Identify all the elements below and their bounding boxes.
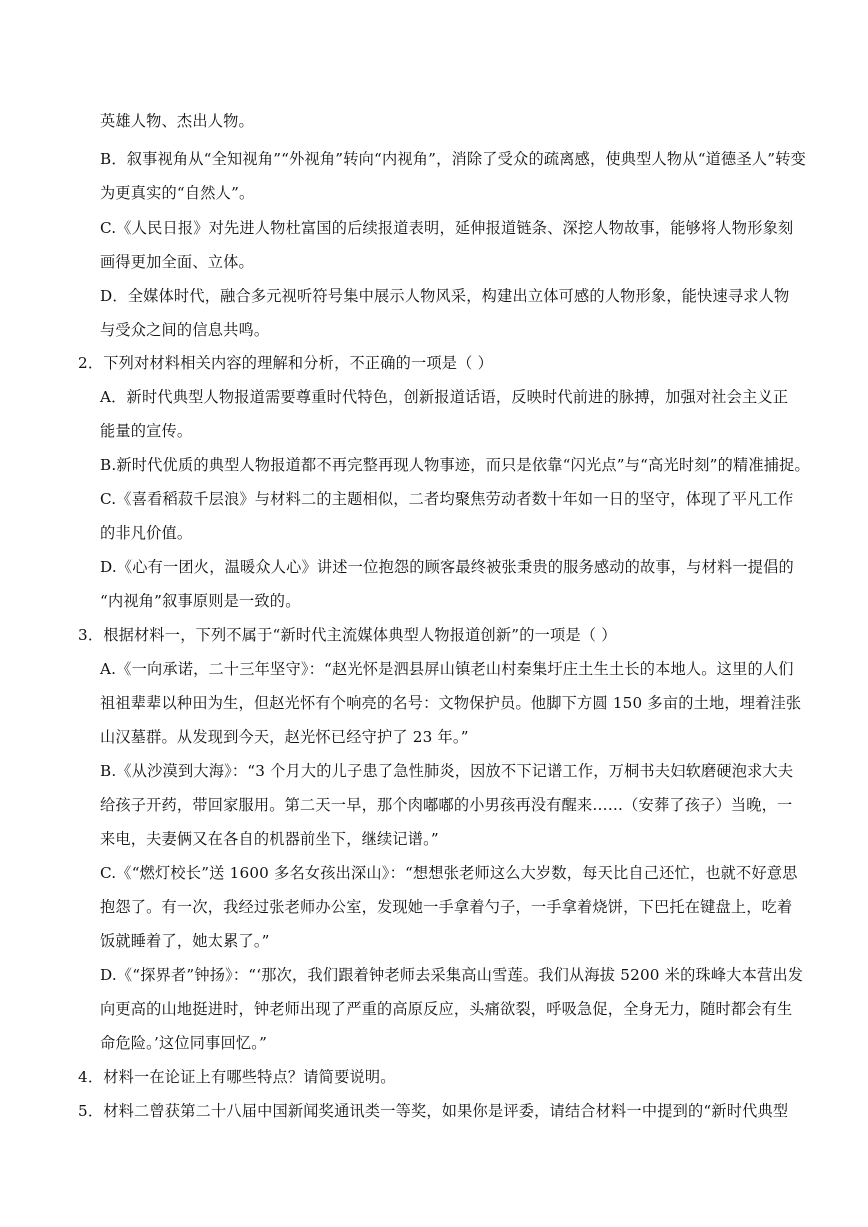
text-line: 画得更加全面、立体。	[100, 253, 254, 271]
text-line: D．全媒体时代，融合多元视听符号集中展示人物风采，构建出立体可感的人物形象，能快速寻求人物	[100, 287, 790, 305]
text-line: C.《“燃灯校长”送 1600 多名女孩出深山》：“想想张老师这么大岁数，每天比自己还忙，也就不好意思	[100, 864, 798, 882]
text-line: 命危险。’这位同事回忆。”	[100, 1034, 268, 1052]
text-line: A．新时代典型人物报道需要尊重时代特色，创新报道话语，反映时代前进的脉搏，加强对社会主义正	[100, 388, 789, 406]
question-3: 3．根据材料一，下列不属于“新时代主流媒体典型人物报道创新”的一项是（ ）	[78, 626, 617, 644]
text-line: 抱怨了。有一次，我经过张老师办公室，发现她一手拿着勺子，一手拿着烧饼，下巴托在键盘上，吃着	[100, 898, 793, 916]
question-4: 4．材料一在论证上有哪些特点？请简要说明。	[78, 1068, 396, 1086]
question-2: 2．下列对材料相关内容的理解和分析，不正确的一项是（ ）	[78, 354, 493, 372]
text-line: 来电，夫妻俩又在各自的机器前坐下，继续记谱。”	[100, 830, 439, 848]
text-line: 山汉墓群。从发现到今天，赵光怀已经守护了 23 年。”	[100, 728, 469, 746]
text-line: B.新时代优质的典型人物报道都不再完整再现人物事迹，而只是依靠“闪光点”与“高光时刻”的精准捕捉。	[100, 456, 810, 474]
text-line: D.《“探界者”钟扬》：“‘那次，我们跟着钟老师去采集高山雪莲。我们从海拔 5200 米的珠峰大本营出发	[100, 966, 804, 984]
text-line: 能量的宣传。	[100, 422, 193, 440]
text-line: 饭就睡着了，她太累了。”	[100, 932, 270, 950]
text-line: B．叙事视角从“全知视角”“外视角”转向“内视角”，消除了受众的疏离感，使典型人物从“道德圣人”转变	[100, 150, 806, 168]
text-line: “内视角”叙事原则是一致的。	[100, 592, 301, 610]
text-line: 给孩子开药，带回家服用。第二天一早，那个肉嘟嘟的小男孩再没有醒来……（安葬了孩子）当晚，一	[100, 796, 793, 814]
text-line: C.《喜看稻菽千层浪》与材料二的主题相似，二者均聚焦劳动者数十年如一日的坚守，体现了平凡工作	[100, 490, 794, 508]
question-5: 5．材料二曾获第二十八届中国新闻奖通讯类一等奖，如果你是评委，请结合材料一中提到的“新时代典型	[78, 1102, 789, 1120]
text-line: C.《人民日报》对先进人物杜富国的后续报道表明，延伸报道链条、深挖人物故事，能够将人物形象刻	[100, 219, 794, 237]
text-line: 与受众之间的信息共鸣。	[100, 321, 270, 339]
text-line: 为更真实的“自然人”。	[100, 184, 255, 202]
text-line: 向更高的山地挺进时，钟老师出现了严重的高原反应，头痛欲裂，呼吸急促，全身无力，随时都会有生	[100, 1000, 793, 1018]
text-line: A.《一向承诺，二十三年坚守》：“赵光怀是泗县屏山镇老山村秦集圩庄土生土长的本地人。这里的人们	[100, 660, 794, 678]
text-line: 英雄人物、杰出人物。	[100, 112, 254, 130]
text-line: B.《从沙漠到大海》：“3 个月大的儿子患了急性肺炎，因放不下记谱工作，万桐书夫妇软磨硬泡求大夫	[100, 762, 794, 780]
text-line: D.《心有一团火，温暖众人心》讲述一位抱怨的顾客最终被张秉贵的服务感动的故事，与材料一提倡的	[100, 558, 794, 576]
text-line: 的非凡价值。	[100, 524, 193, 542]
text-line: 祖祖辈辈以种田为生，但赵光怀有个响亮的名号：文物保护员。他脚下方圆 150 多亩的土地，埋着洼张	[100, 694, 802, 712]
